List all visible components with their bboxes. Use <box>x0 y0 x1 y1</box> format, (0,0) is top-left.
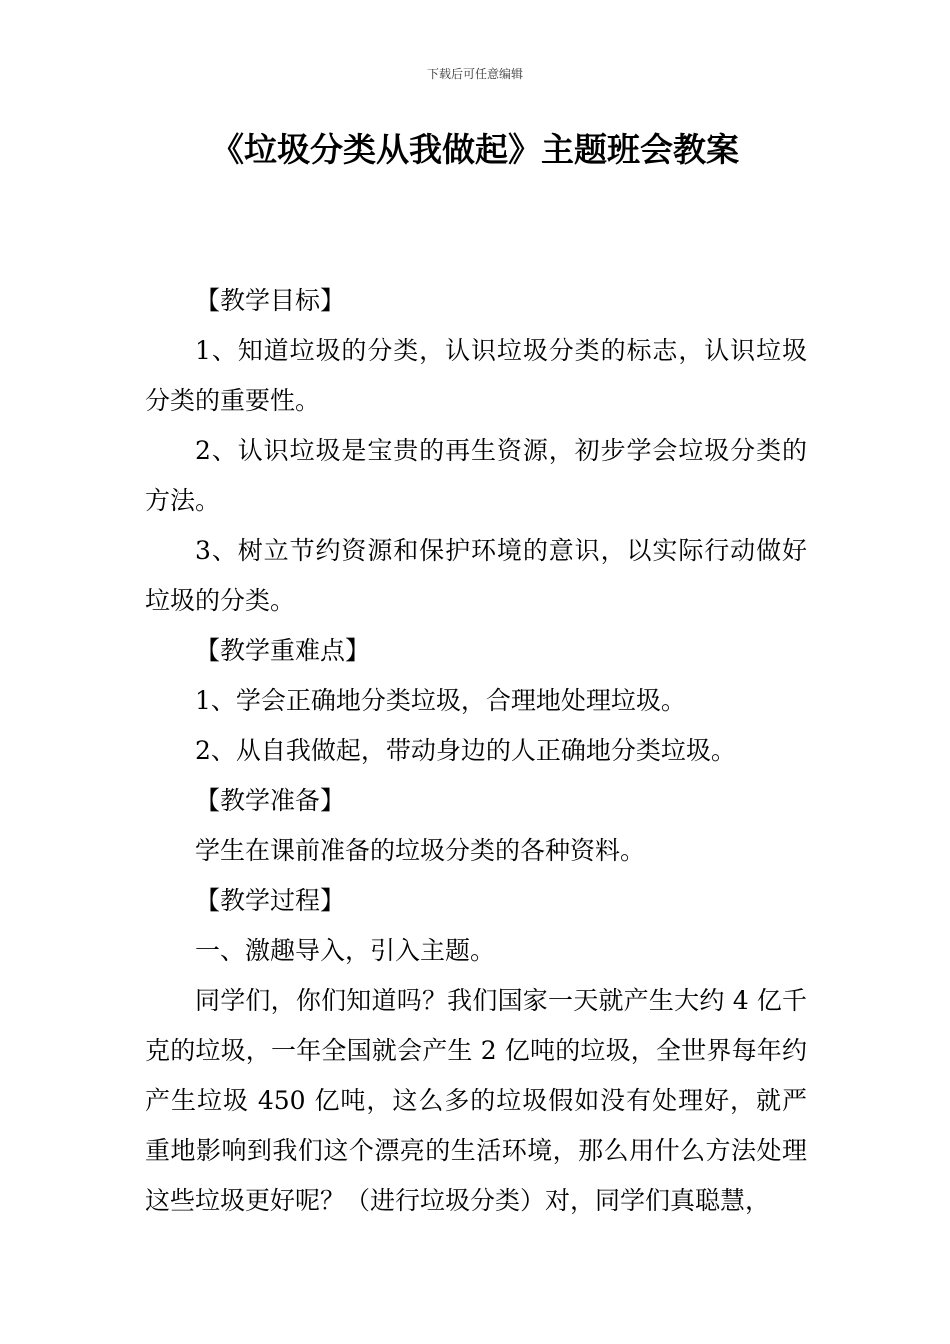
section-heading-process: 【教学过程】 <box>195 886 346 915</box>
section-heading-preparation: 【教学准备】 <box>195 786 346 815</box>
document-body <box>145 276 807 1226</box>
key-point-item-2: 2、从自我做起，带动身边的人正确地分类垃圾。 <box>195 736 736 765</box>
section-heading-objectives: 【教学目标】 <box>195 286 346 315</box>
process-step-1-heading: 一、激趣导入，引入主题。 <box>195 936 496 965</box>
section-heading-key-points: 【教学重难点】 <box>195 636 371 665</box>
page-header-note: 下载后可任意编辑 <box>426 67 523 81</box>
objective-item-1: 1、知道垃圾的分类，认识垃圾分类的标志，认识垃圾分类的重要性。 <box>145 336 807 415</box>
document-title: 《垃圾分类从我做起》主题班会教案 <box>211 130 739 169</box>
key-point-item-1: 1、学会正确地分类垃圾，合理地处理垃圾。 <box>195 686 686 715</box>
objective-item-3: 3、树立节约资源和保护环境的意识，以实际行动做好垃圾的分类。 <box>145 536 807 615</box>
preparation-text: 学生在课前准备的垃圾分类的各种资料。 <box>195 836 646 865</box>
process-step-1-text: 同学们，你们知道吗？我们国家一天就产生大约 4 亿千克的垃圾，一年全国就会产生 2 亿吨的垃圾，全世界每年约产生垃圾 450 亿吨，这么多的垃圾假如没有处理好，就严重地影响到我们这个漂亮的生活环境，那么用什么方法处理这些垃圾更好呢？（进行垃圾分类）对，同学们真聪慧， <box>145 986 807 1215</box>
objective-item-2: 2、认识垃圾是宝贵的再生资源，初步学会垃圾分类的方法。 <box>145 436 807 515</box>
